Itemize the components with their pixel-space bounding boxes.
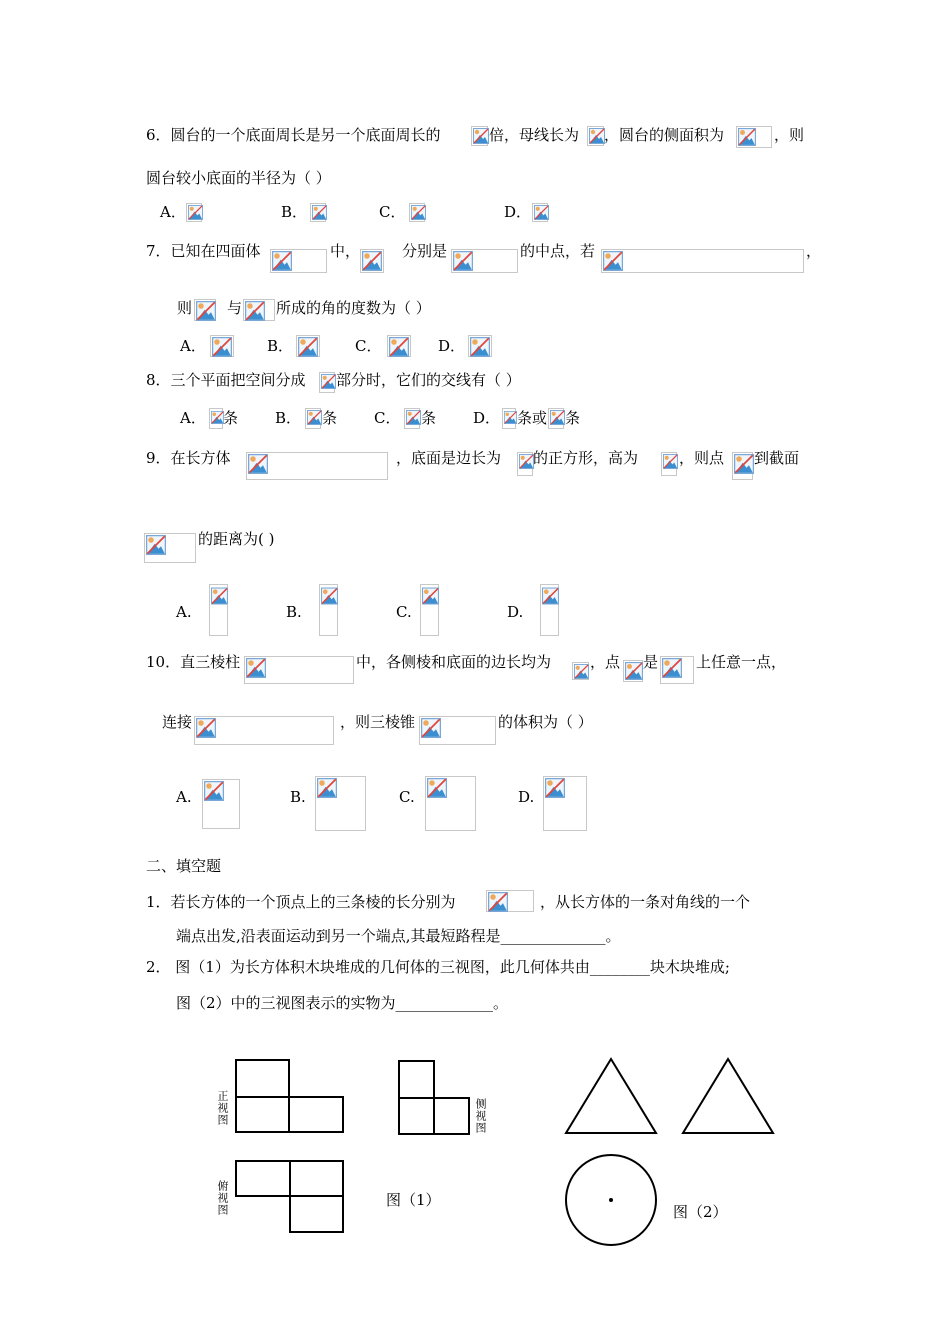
front-view-bottom-right xyxy=(289,1097,343,1132)
q8-option-b: B． xyxy=(275,409,302,427)
q8-option-b-unit: 条 xyxy=(322,409,338,427)
side-view-label: 侧视图 xyxy=(474,1098,487,1134)
q10-text-3: ，点 xyxy=(590,653,621,671)
q9-text-1: 9．在长方体 xyxy=(146,449,231,467)
q9-option-d: D. xyxy=(507,603,524,621)
q8-option-c: C． xyxy=(374,409,401,427)
q10-option-a: A. xyxy=(176,788,192,806)
q10-option-d: D. xyxy=(518,788,535,806)
side-view-bottom-left xyxy=(399,1098,434,1134)
f1-text-1: 1．若长方体的一个顶点上的三条棱的长分别为 xyxy=(146,893,456,911)
fig2-center-dot xyxy=(609,1198,613,1202)
q6-text-1: 6．圆台的一个底面周长是另一个底面周长的 xyxy=(146,126,441,144)
q6-option-a: A． xyxy=(160,203,186,221)
q6-option-b: B． xyxy=(281,203,308,221)
q7-text-4: 的中点，若 xyxy=(520,242,596,260)
f2-text-line2: 图（2）中的三视图表示的实物为_____________。 xyxy=(176,994,509,1012)
side-view-top-block xyxy=(399,1061,434,1098)
q7-text-1: 7．已知在四面体 xyxy=(146,242,261,260)
q8-option-c-unit: 条 xyxy=(421,409,437,427)
q8-option-d-unit-a: 条或 xyxy=(517,409,548,427)
top-view-right-top xyxy=(290,1161,343,1196)
q10-text-4: 是 xyxy=(643,653,659,671)
q7-text-2: 中， xyxy=(330,242,361,260)
q6-option-c: C． xyxy=(379,203,406,221)
q9-text-line2: 的距离为( ) xyxy=(198,530,275,548)
q6-text-3: ，圆台的侧面积为 xyxy=(604,126,725,144)
q6-option-d: D． xyxy=(504,203,532,221)
section-title: 二、填空题 xyxy=(146,857,222,875)
q6-text-2: 倍，母线长为 xyxy=(489,126,580,144)
top-view-label: 俯视图 xyxy=(216,1180,229,1216)
q8-option-d-unit-b: 条 xyxy=(565,409,581,427)
q10-option-c: C. xyxy=(399,788,415,806)
q7-text-line2c: 所成的角的度数为（ ） xyxy=(276,299,431,317)
q9-text-3: 的正方形，高为 xyxy=(533,449,639,467)
q7-text-line2a: 则 xyxy=(177,299,193,317)
q10-text-line2a: 连接 xyxy=(162,713,193,731)
top-view-left-block xyxy=(236,1161,290,1196)
q7-text-5: ， xyxy=(806,242,822,260)
q6-text-4: ，则 xyxy=(774,126,805,144)
f2-text-line1: 2． 图（1）为长方体积木块堆成的几何体的三视图，此几何体共由________块木块堆成; xyxy=(146,958,730,976)
q7-option-b: B． xyxy=(267,337,294,355)
q6-text-line2: 圆台较小底面的半径为（ ） xyxy=(146,169,331,187)
fig1-caption: 图（1） xyxy=(386,1191,441,1209)
fig2-caption: 图（2） xyxy=(673,1203,728,1221)
side-view-bottom-right xyxy=(434,1098,469,1134)
q9-option-a: A. xyxy=(176,603,192,621)
q7-text-line2b: 与 xyxy=(227,299,243,317)
q8-option-a-unit: 条 xyxy=(223,409,239,427)
q10-option-b: B. xyxy=(290,788,306,806)
q10-text-line2c: 的体积为（ ） xyxy=(498,713,593,731)
q7-option-c: C． xyxy=(355,337,382,355)
q9-text-5: 到截面 xyxy=(754,449,800,467)
q10-text-5: 上任意一点， xyxy=(696,653,787,671)
q9-option-c: C. xyxy=(396,603,412,621)
q10-text-line2b: ，则三棱锥 xyxy=(340,713,416,731)
q10-text-1: 10．直三棱柱 xyxy=(146,653,241,671)
fig2-front-triangle xyxy=(566,1059,656,1133)
q7-option-a: A． xyxy=(180,337,206,355)
fig2-side-triangle xyxy=(683,1059,773,1133)
q9-text-2: ，底面是边长为 xyxy=(396,449,502,467)
q8-option-d: D． xyxy=(473,409,501,427)
q10-text-2: 中，各侧棱和底面的边长均为 xyxy=(356,653,552,671)
top-view-right-bottom xyxy=(290,1196,343,1232)
q8-option-a: A． xyxy=(180,409,206,427)
q7-text-3: 分别是 xyxy=(402,242,448,260)
q8-text-2: 部分时，它们的交线有（ ） xyxy=(336,371,521,389)
f1-text-line2: 端点出发,沿表面运动到另一个端点,其最短路程是______________。 xyxy=(176,927,621,945)
q8-text-1: 8．三个平面把空间分成 xyxy=(146,371,306,389)
q7-option-d: D． xyxy=(438,337,466,355)
f1-text-2: ，从长方体的一条对角线的一个 xyxy=(540,893,751,911)
q9-option-b: B. xyxy=(286,603,302,621)
front-view-label: 正视图 xyxy=(216,1090,229,1126)
front-view-top-block xyxy=(236,1060,289,1097)
front-view-bottom-left xyxy=(236,1097,289,1132)
q9-text-4: ，则点 xyxy=(679,449,725,467)
